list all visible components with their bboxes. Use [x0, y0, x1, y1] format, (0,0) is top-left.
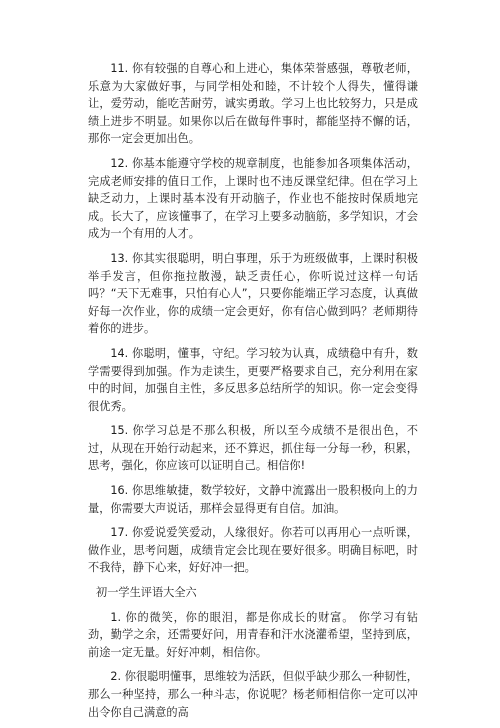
comment-paragraph-14: 14. 你聪明，懂事，守纪。学习较为认真，成绩稳中有升，数学需要得到加强。作为走读生，更要严格要求自己，充分利用在家中的时间，加强自主性，多反思多总结所学的知识。你一定会变得很优秀。	[88, 346, 418, 413]
comment-paragraph-13: 13. 你其实很聪明，明白事理，乐于为班级做事，上课时积极举手发言，但你拖拉散漫，缺乏责任心，你听说过这样一句话吗？“天下无难事，只怕有心人”，只要你能端正学习态度，认真做好每一次作业，你的成绩一定会更好，你有信心做到吗？老师期待着你的进步。	[88, 251, 418, 336]
comment-paragraph-12: 12. 你基本能遵守学校的规章制度，也能参加各项集体活动，完成老师安排的值日工作，上课时也不违反课堂纪律。但在学习上缺乏动力，上课时基本没有开动脑子，作业也不能按时保质地完成。长大了，应该懂事了，在学习上要多动脑筋，多学知识，才会成为一个有用的人才。	[88, 156, 418, 241]
comment-paragraph-15: 15. 你学习总是不那么积极，所以至今成绩不是很出色，不过，从现在开始行动起来，还不算迟，抓住每一分每一秒，积累，思考，强化，你应该可以证明自己。相信你!	[88, 424, 418, 473]
comment-paragraph-16: 16. 你思维敏捷，数学较好，文静中流露出一股积极向上的力量，你需要大声说话，那样会显得更有自信。加油。	[88, 484, 418, 515]
section-title: 初一学生评语大全六	[96, 586, 197, 600]
comment-paragraph-11: 11. 你有较强的自尊心和上进心，集体荣誉感强，尊敬老师，乐意为大家做好事，与同学相处和睦，不计较个人得失，懂得谦让，爱劳动，能吃苦耐劳，诚实勇敢。学习上也比较努力，只是成绩上进步不明显。如果你以后在做每件事时，都能坚持不懈的话，那你一定会更加出色。	[88, 62, 418, 146]
document-body	[88, 60, 418, 728]
comment-paragraph-17: 17. 你爱说爱笑爱动，人缘很好。你若可以再用心一点听课，做作业，思考问题，成绩肯定会比现在要好很多。明确目标吧，时不我待，静下心来，好好冲一把。	[88, 526, 418, 575]
comment-paragraph-six-2: 2. 你很聪明懂事，思维较为活跃，但似乎缺少那么一种韧性，那么一种坚持，那么一种斗志，你说呢？杨老师相信你一定可以冲出令你自己满意的高	[88, 670, 418, 719]
comment-paragraph-six-1: 1. 你的微笑，你的眼泪，都是你成长的财富。 你学习有钻劲，勤学之余，还需要好问，用青春和汗水浇灌希望，坚持到底，前途一定无量。好好冲刺，相信你。	[88, 610, 418, 659]
